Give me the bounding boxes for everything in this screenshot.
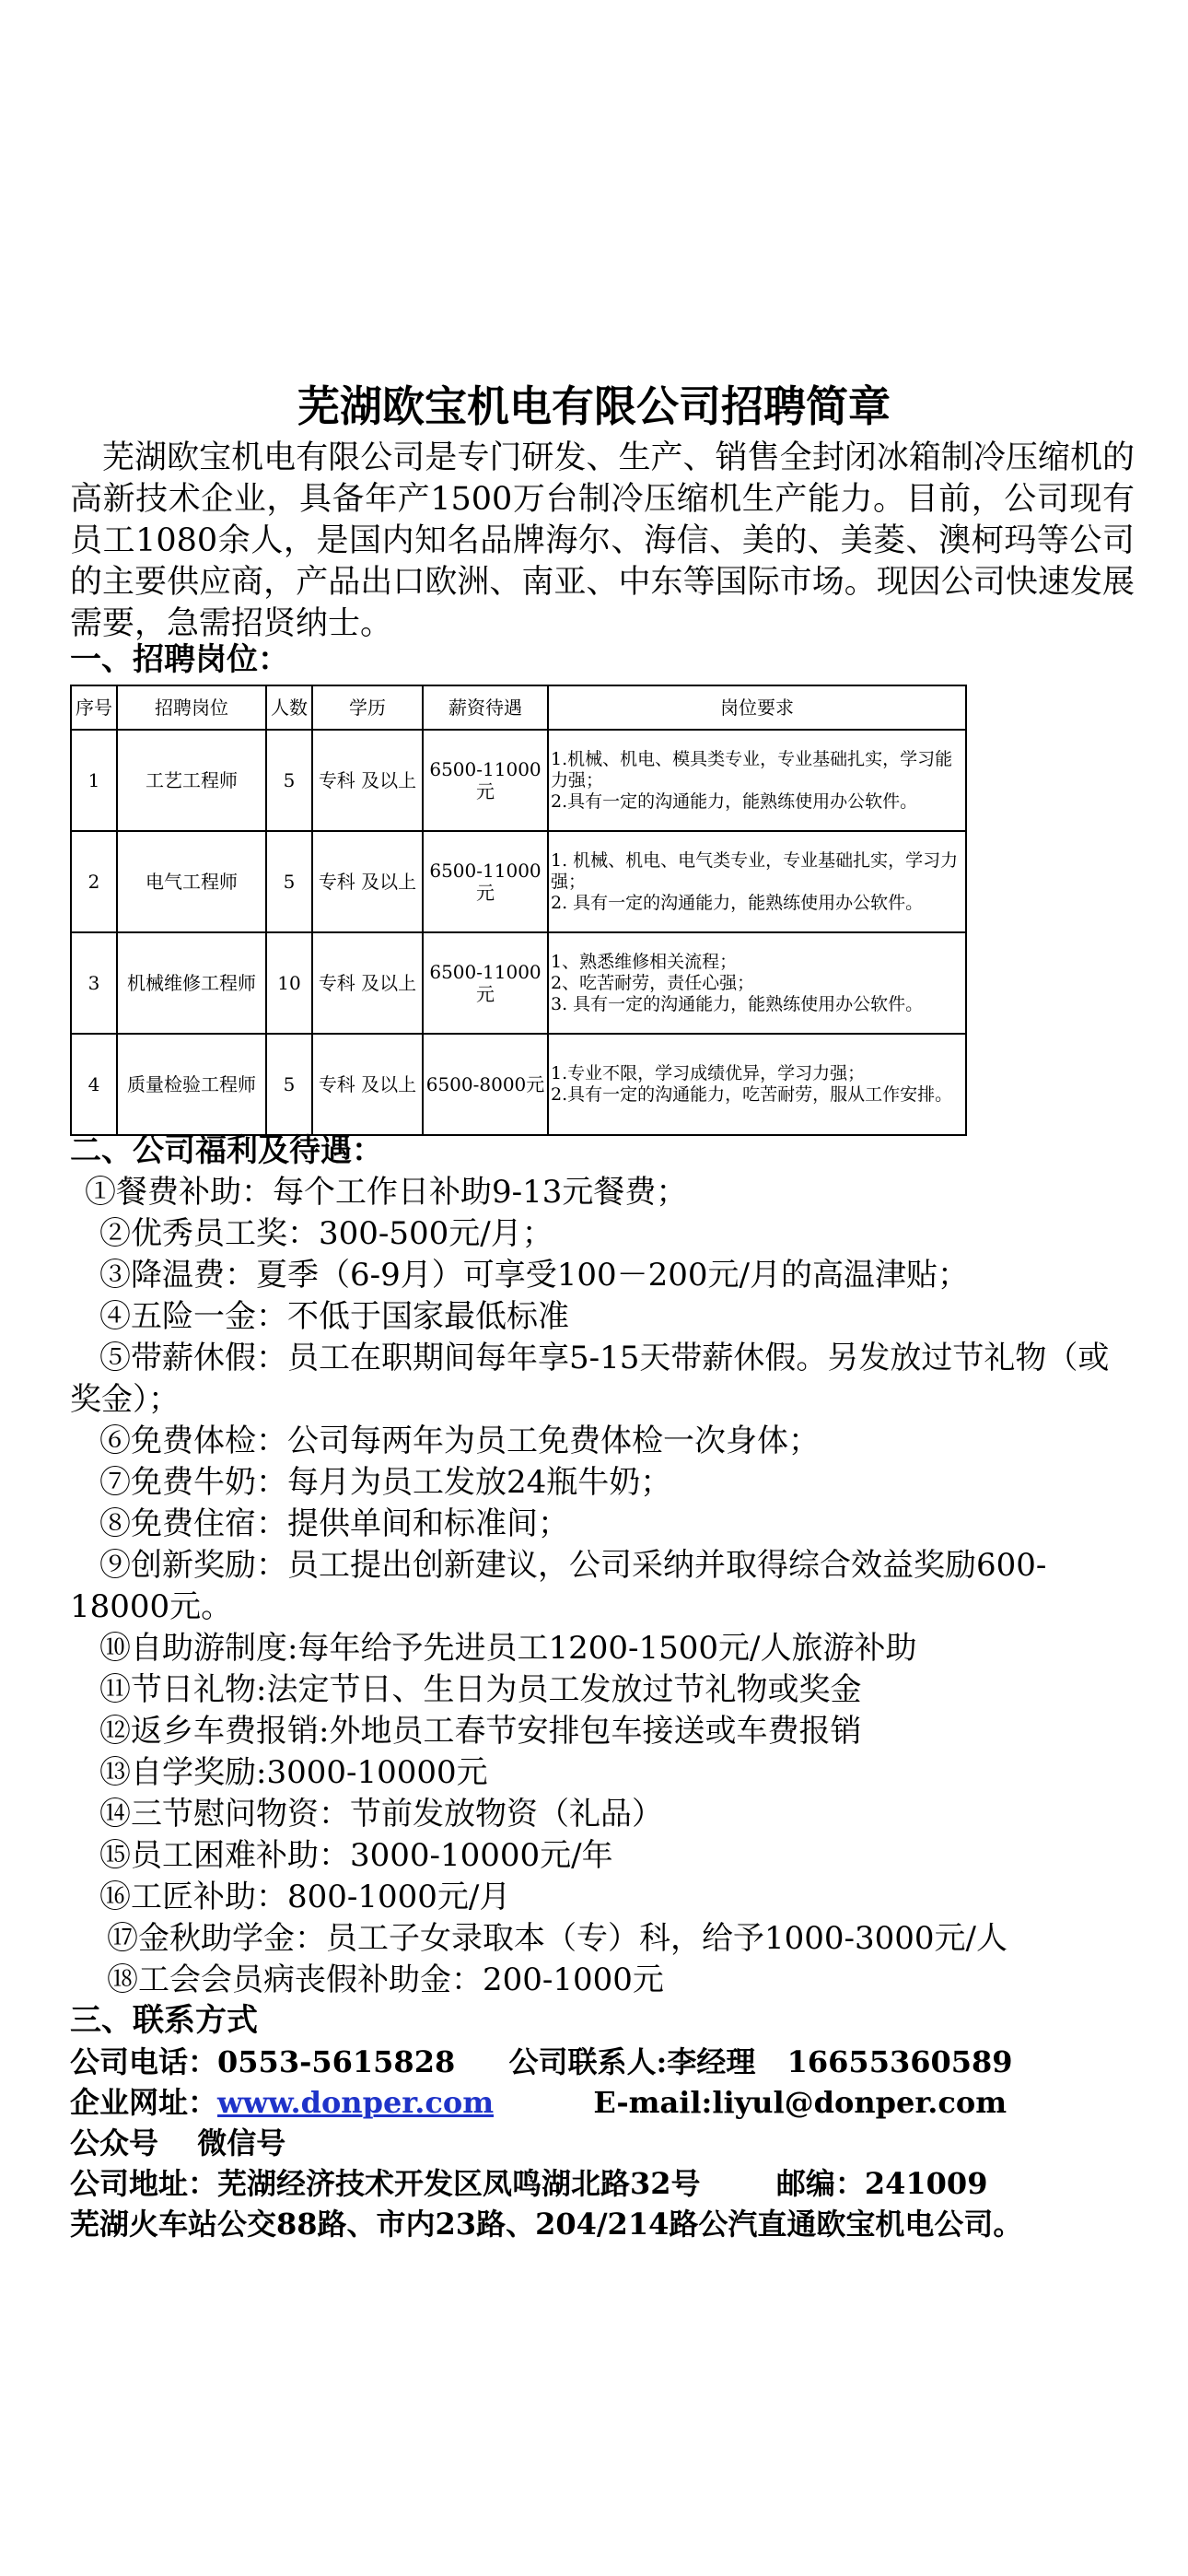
transport-line: 芜湖火车站公交88路、市内23路、204/214路公汽直通欧宝机电公司。 (70, 2207, 1023, 2242)
benefit-item: ⑫返乡车费报销:外地员工春节安排包车接送或车费报销 (99, 1713, 862, 1750)
mobile-number: 16655360589 (786, 2044, 1013, 2079)
email-address: liyul@donper.com (712, 2085, 1007, 2120)
benefit-item: ⑯工匠补助：800-1000元/月 (99, 1879, 511, 1915)
cell-salary: 6500-11000元 (423, 932, 548, 1034)
table-row (71, 1034, 966, 1135)
requirement-line: 1、熟悉维修相关流程； (551, 951, 738, 972)
section-heading-positions: 一、招聘岗位： (70, 641, 289, 678)
table-row (71, 932, 966, 1034)
cell-requirements (548, 730, 966, 831)
benefit-item: ⑱工会会员病丧假补助金：200-1000元 (107, 1961, 664, 1998)
header-requirements: 岗位要求 (548, 685, 966, 730)
cell-count: 5 (266, 730, 312, 831)
header-count: 人数 (266, 685, 312, 730)
benefits-list (70, 1172, 1138, 2001)
cell-education: 专科 及以上 (312, 932, 423, 1034)
cell-salary: 6500-11000元 (423, 730, 548, 831)
table-header-row (71, 685, 966, 730)
cell-count: 10 (266, 932, 312, 1034)
cell-position: 工艺工程师 (117, 730, 266, 831)
website-link[interactable]: www.donper.com (217, 2085, 495, 2120)
benefit-item: ⑨创新奖励：员工提出创新建议，公司采纳并取得综合效益奖励600-18000元。 (70, 1547, 1047, 1625)
address: 芜湖经济技术开发区凤鸣湖北路32号 (217, 2166, 701, 2201)
contact-person: 李经理 (667, 2044, 756, 2079)
cell-salary: 6500-11000元 (423, 831, 548, 932)
cell-requirements (548, 932, 966, 1034)
requirement-line: 1.机械、机电、模具类专业，专业基础扎实，学习能力强； (551, 748, 953, 790)
benefit-item: ⑦免费牛奶：每月为员工发放24瓶牛奶； (99, 1464, 672, 1501)
benefit-item: ⑪节日礼物:法定节日、生日为员工发放过节礼物或奖金 (99, 1671, 862, 1708)
phone-number: 0553-5615828 (217, 2044, 456, 2079)
contact-address-line (70, 2163, 987, 2204)
requirement-line: 2.具有一定的沟通能力，能熟练使用办公软件。 (551, 790, 918, 812)
benefit-item: ⑭三节慰问物资：节前发放物资（礼品） (99, 1796, 663, 1832)
cell-position: 质量检验工程师 (117, 1034, 266, 1135)
benefit-item: ⑰金秋助学金：员工子女录取本（专）科，给予1000-3000元/人 (107, 1920, 1007, 1957)
benefit-item: ⑧免费住宿：提供单间和标准间； (99, 1505, 569, 1542)
requirement-line: 2、吃苦耐劳，责任心强； (551, 972, 755, 993)
cell-education: 专科 及以上 (312, 730, 423, 831)
contact-wechat-line (70, 2123, 285, 2163)
benefit-item: ⑬自学奖励:3000-10000元 (99, 1754, 488, 1791)
benefit-item: ⑩自助游制度:每年给予先进员工1200-1500元/人旅游补助 (99, 1630, 917, 1667)
cell-requirements (548, 1034, 966, 1135)
cell-education: 专科 及以上 (312, 1034, 423, 1135)
benefit-item: ①餐费补助：每个工作日补助9-13元餐费； (85, 1174, 688, 1211)
cell-no: 4 (71, 1034, 117, 1135)
website-label: 企业网址： (70, 2085, 218, 2120)
cell-position: 电气工程师 (117, 831, 266, 932)
benefit-item: ②优秀员工奖：300-500元/月； (99, 1215, 553, 1252)
page-title: 芜湖欧宝机电有限公司招聘简章 (297, 381, 891, 431)
table-row (71, 730, 966, 831)
contact-phone-line (70, 2042, 1013, 2082)
requirement-line: 2.具有一定的沟通能力，吃苦耐劳，服从工作安排。 (551, 1084, 953, 1105)
requirement-line: 1.专业不限，学习成绩优异，学习力强； (551, 1063, 866, 1083)
cell-no: 2 (71, 831, 117, 932)
cell-education: 专科 及以上 (312, 831, 423, 932)
cell-count: 5 (266, 1034, 312, 1135)
cell-count: 5 (266, 831, 312, 932)
cell-no: 3 (71, 932, 117, 1034)
zip-label: 邮编： (775, 2166, 865, 2201)
wechat-label: 微信号 (197, 2125, 286, 2160)
section-heading-contact: 三、联系方式 (70, 2002, 258, 2039)
benefit-item: ③降温费：夏季（6-9月）可享受100－200元/月的高温津贴； (99, 1257, 969, 1294)
benefit-item: ⑤带薪休假：员工在职期间每年享5-15天带薪休假。另发放过节礼物（或奖金）； (70, 1340, 1110, 1418)
benefit-item: ④五险一金：不低于国家最低标准 (99, 1298, 569, 1335)
requirement-line: 1. 机械、机电、电气类专业，专业基础扎实，学习力强； (551, 849, 959, 892)
header-position: 招聘岗位 (117, 685, 266, 730)
official-account-label: 公众号 (70, 2125, 159, 2160)
cell-salary: 6500-8000元 (423, 1034, 548, 1135)
email-label: E-mail: (593, 2085, 713, 2120)
cell-no: 1 (71, 730, 117, 831)
cell-position: 机械维修工程师 (117, 932, 266, 1034)
contact-web-line (70, 2082, 1007, 2123)
benefit-item: ⑥免费体检：公司每两年为员工免费体检一次身体； (99, 1423, 820, 1459)
benefit-item: ⑮员工困难补助：3000-10000元/年 (99, 1837, 613, 1874)
zip-code: 241009 (864, 2166, 988, 2201)
section-heading-benefits: 二、公司福利及待遇： (70, 1132, 383, 1169)
requirement-line: 2. 具有一定的沟通能力，能熟练使用办公软件。 (551, 892, 924, 913)
header-salary: 薪资待遇 (423, 685, 548, 730)
cell-requirements (548, 831, 966, 932)
intro-paragraph: 芜湖欧宝机电有限公司是专门研发、生产、销售全封闭冰箱制冷压缩机的高新技术企业，具备年产1500万台制冷压缩机生产能力。目前，公司现有员工1080余人，是国内知名品牌海尔、海信、美的、美菱、澳柯玛等公司的主要供应商，产品出口欧洲、南亚、中东等国际市场。现因公司快速发展需要，急需招贤纳士。 (70, 439, 1135, 642)
address-label: 公司地址： (70, 2166, 218, 2201)
person-label: 公司联系人: (508, 2044, 668, 2079)
phone-label: 公司电话： (70, 2044, 218, 2079)
requirement-line: 3. 具有一定的沟通能力，能熟练使用办公软件。 (551, 993, 924, 1014)
header-education: 学历 (312, 685, 423, 730)
header-no: 序号 (71, 685, 117, 730)
table-row (71, 831, 966, 932)
jobs-table (70, 685, 967, 1136)
